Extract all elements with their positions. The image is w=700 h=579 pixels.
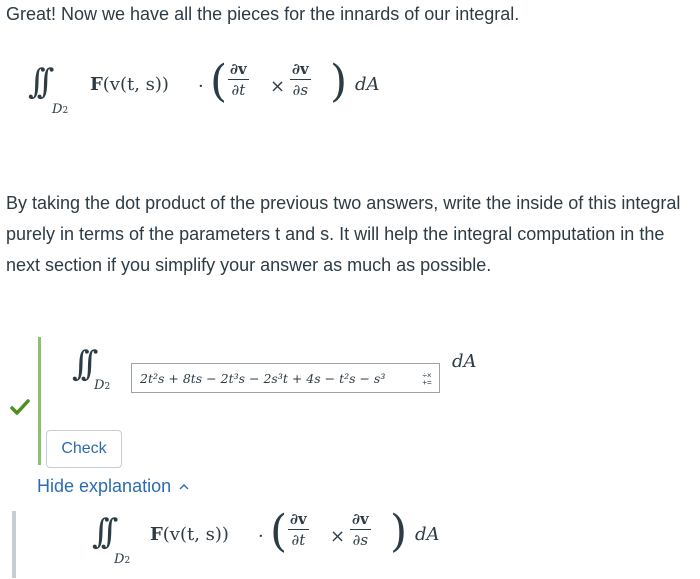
field-label: F(v(t, s)): [150, 524, 229, 545]
explanation-bar: [12, 511, 16, 578]
double-integral-sign: ∫∫: [28, 62, 46, 102]
hide-explanation-label[interactable]: Hide explanation: [37, 476, 172, 496]
field-label: F(v(t, s)): [90, 74, 169, 95]
math-keyboard-icon[interactable]: ÷× +=: [422, 371, 432, 387]
prompt-text: By taking the dot product of the previous two answers, write the inside of this integral purely in terms of the parameters t and s. It will help the integral computation in the next section if you simplify your answer as much as possible.: [6, 193, 681, 275]
explanation-integral: [92, 506, 492, 576]
right-paren: ): [390, 506, 408, 557]
double-integral-sign: ∫∫: [72, 344, 90, 384]
region-label: D2: [114, 552, 131, 567]
dot-operator: ·: [258, 526, 264, 547]
da-label: dA: [355, 74, 380, 95]
left-paren: (: [210, 56, 228, 107]
dot-operator: ·: [198, 76, 204, 97]
right-paren: ): [330, 56, 348, 107]
partial-v-over-s: $\frac{\partial v}{\partial s}$: [352, 510, 369, 549]
partial-v-over-t: $\frac{\partial v}{\partial t}$: [290, 510, 307, 549]
answer-da-label: dA: [452, 351, 477, 372]
check-mark-icon: [10, 397, 30, 417]
partial-v-over-s: $\frac{\partial v}{\partial s}$: [292, 60, 309, 99]
cross-operator: ×: [270, 76, 286, 97]
double-integral-sign: ∫∫: [92, 512, 110, 552]
left-paren: (: [270, 506, 288, 557]
answer-expression: 2t²s + 8ts − 2t³s − 2s³t + 4s − t²s − s³: [140, 371, 386, 386]
answer-input[interactable]: [131, 363, 440, 393]
cross-operator: ×: [330, 526, 346, 547]
region-label: D2: [94, 378, 111, 393]
da-label: dA: [415, 524, 440, 545]
region-label: D2: [52, 102, 69, 117]
partial-v-over-t: $\frac{\partial v}{\partial t}$: [230, 60, 247, 99]
intro-text: Great! Now we have all the pieces for the innards of our integral.: [6, 4, 520, 24]
chevron-up-icon[interactable]: [178, 482, 190, 492]
integral-expression: [28, 56, 428, 126]
hide-explanation-link[interactable]: [37, 476, 190, 497]
answer-status-bar: [38, 337, 41, 465]
check-button[interactable]: Check: [46, 430, 122, 468]
